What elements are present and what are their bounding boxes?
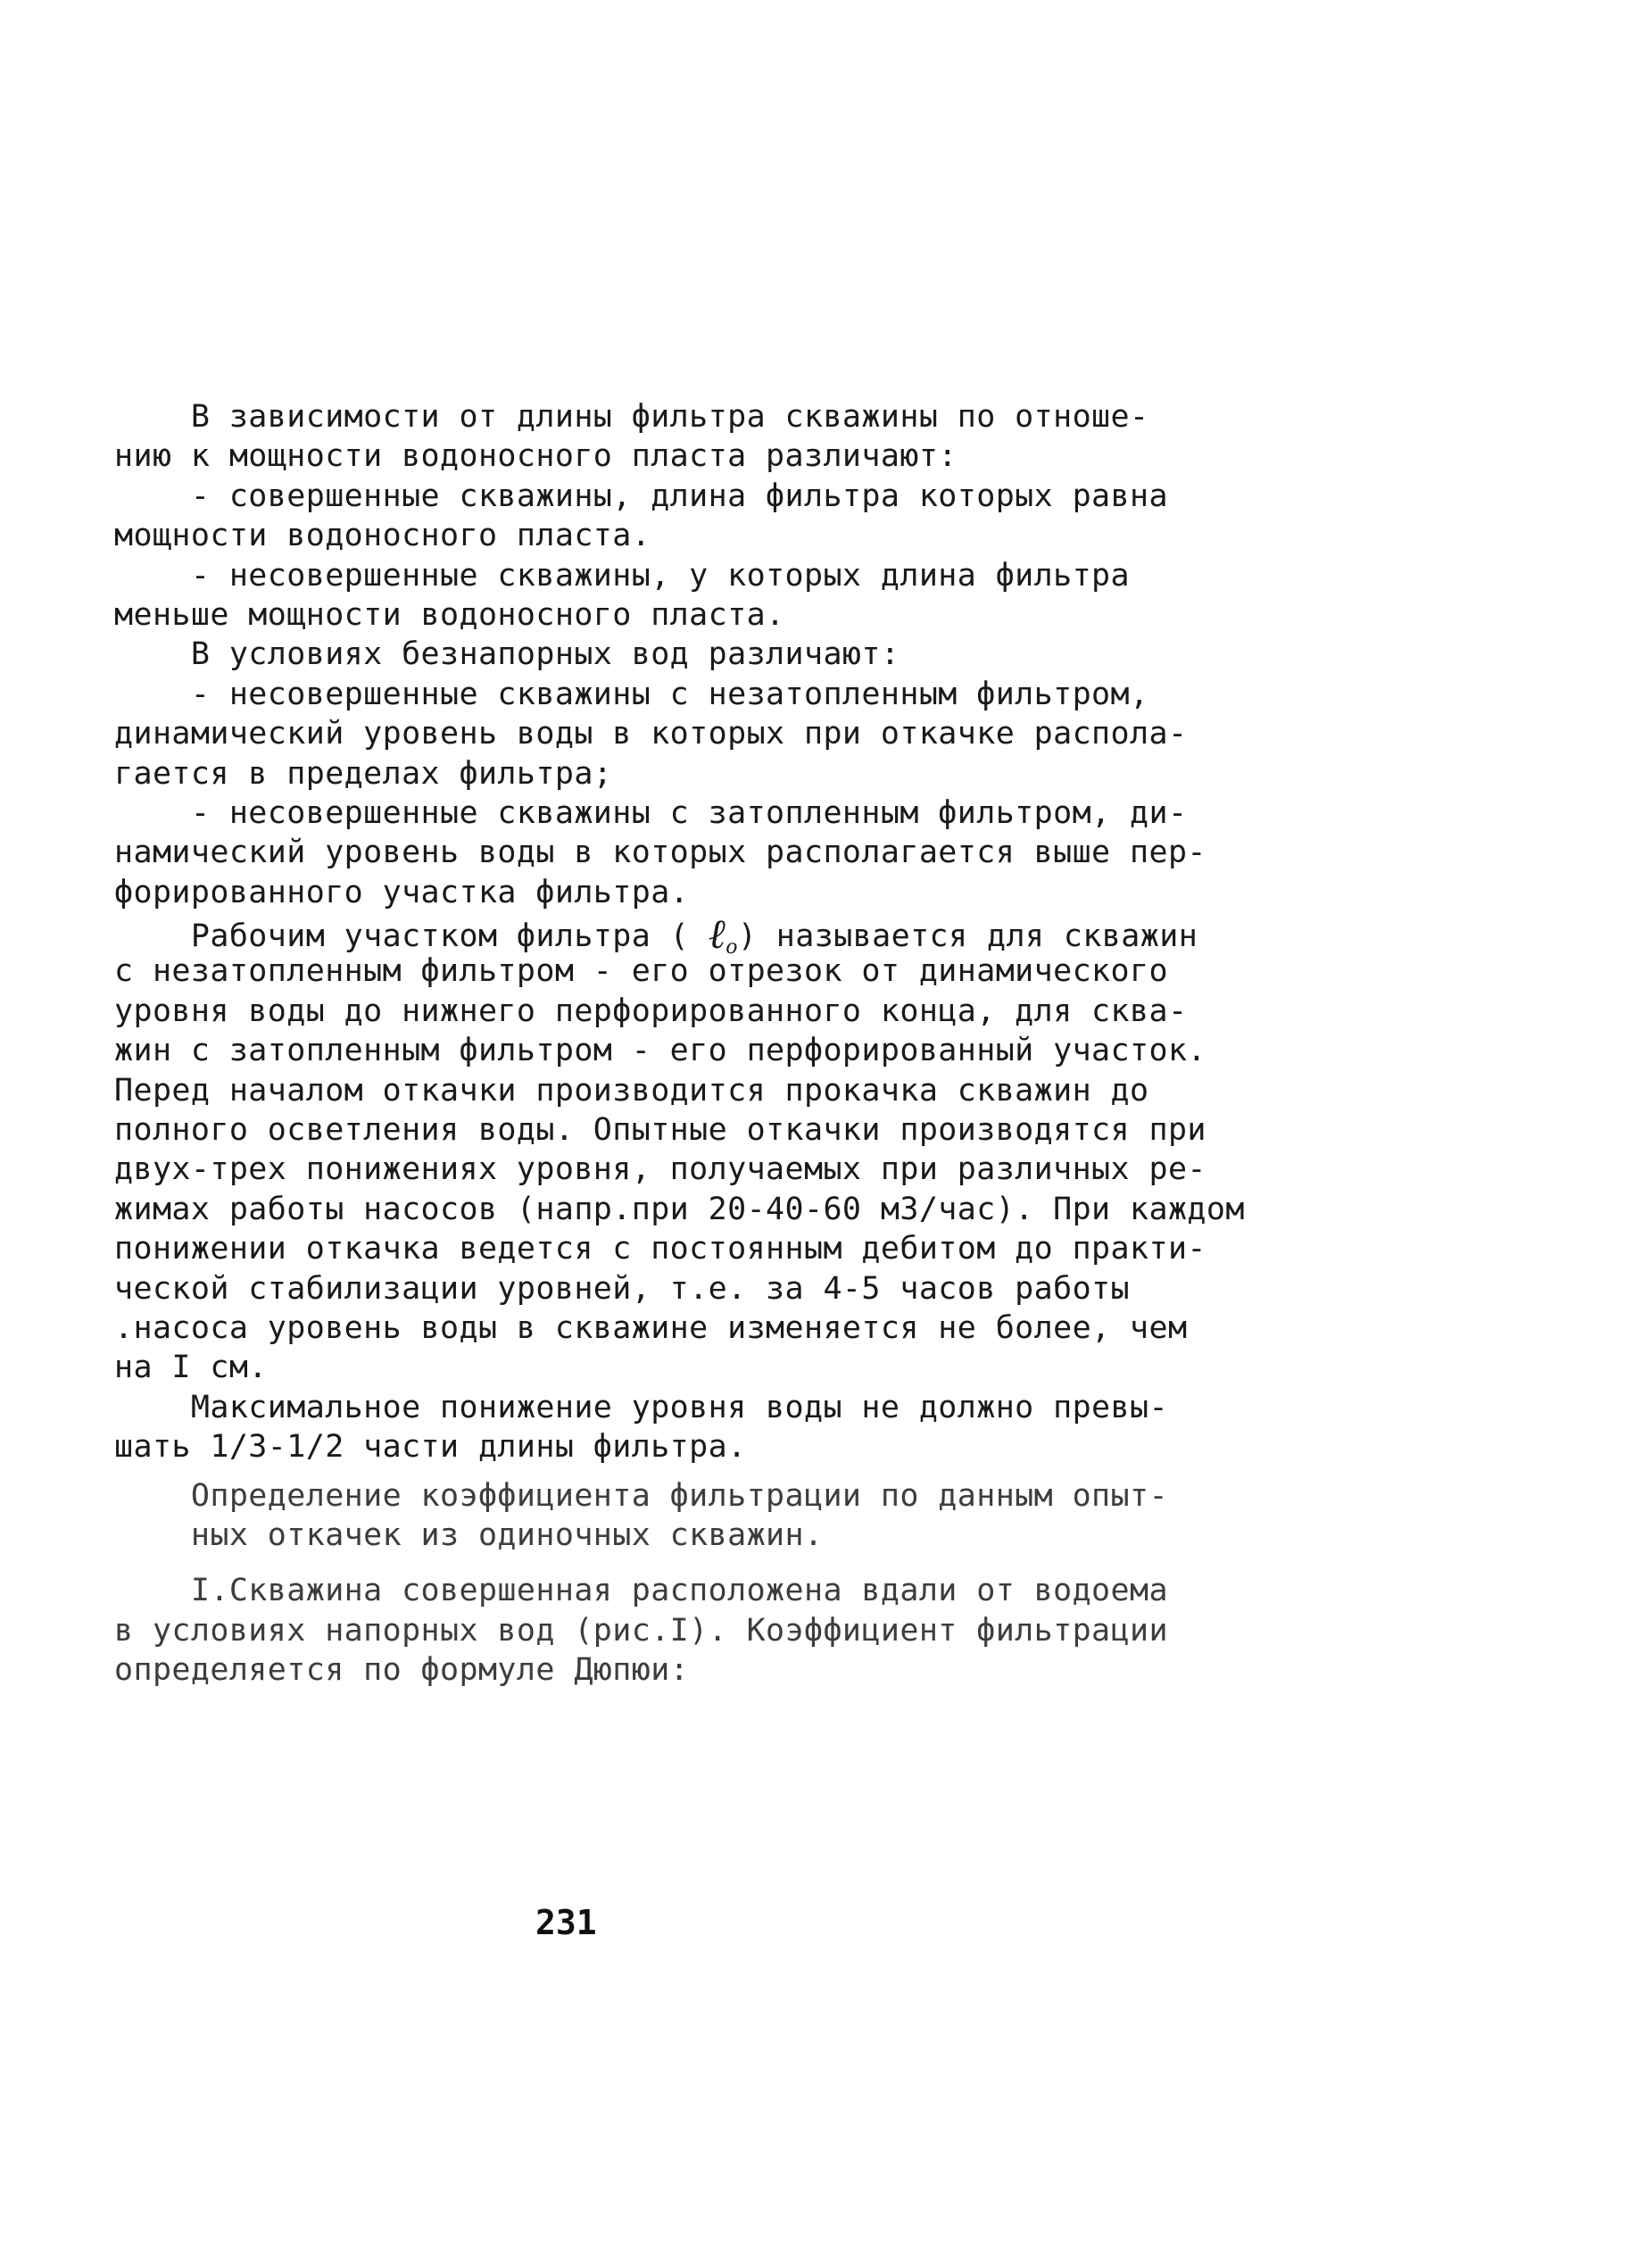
text-line: понижении откачка ведется с постоянным дебитом до практи- <box>114 1231 1206 1267</box>
working-length-symbol: ℓ <box>708 910 726 959</box>
text-line: Перед началом откачки производится прокачка скважин до <box>114 1072 1149 1109</box>
section-heading: ных откачек из одиночных скважин. <box>114 1516 824 1553</box>
text-line: мощности водоносного пласта. <box>114 518 651 554</box>
text-line: меньше мощности водоносного пласта. <box>114 596 785 633</box>
text-line: уровня воды до нижнего перфорированного конца, для сква- <box>114 993 1188 1029</box>
section-heading: Определение коэффициента фильтрации по данным опыт- <box>114 1477 1168 1514</box>
text-line: - совершенные скважины, длина фильтра которых равна <box>114 478 1168 514</box>
text-line: Максимальное понижение уровня воды не должно превы- <box>114 1389 1168 1425</box>
text-line: гается в пределах фильтра; <box>114 755 613 792</box>
body-text <box>114 397 1245 1691</box>
text-line: полного осветления воды. Опытные откачки производятся при <box>114 1112 1206 1149</box>
text-line: шать 1/3-1/2 части длины фильтра. <box>114 1429 747 1466</box>
text-line: .насоса уровень воды в скважине изменяется не более, чем <box>114 1309 1188 1346</box>
text-line: В зависимости от длины фильтра скважины по отноше- <box>114 399 1149 435</box>
text-line: - несовершенные скважины с незатопленным фильтром, <box>114 676 1149 712</box>
text-line: жимах работы насосов (напр.при 20-40-60 м3/час). При каждом <box>114 1191 1245 1227</box>
working-segment-text-before: Рабочим участком фильтра ( <box>114 918 709 955</box>
text-line: намический уровень воды в которых располагается выше пер- <box>114 835 1206 871</box>
text-line: форированного участка фильтра. <box>114 874 690 910</box>
text-line: жин с затопленным фильтром - его перфорированный участок. <box>114 1033 1206 1069</box>
text-line: нию к мощности водоносного пласта различают: <box>114 438 958 475</box>
page-number: 231 <box>535 1903 597 1942</box>
text-line: в условиях напорных вод (рис.I). Коэффициент фильтрации <box>114 1612 1168 1649</box>
text-line: двух-трех понижениях уровня, получаемых при различных ре- <box>114 1151 1206 1188</box>
text-line: с незатопленным фильтром - его отрезок от динамического <box>114 953 1168 990</box>
text-line: В условиях безнапорных вод различают: <box>114 636 900 673</box>
working-segment-line <box>114 910 1198 960</box>
text-line: - несовершенные скважины с затопленным фильтром, ди- <box>114 794 1188 831</box>
text-line: динамический уровень воды в которых при откачке распола- <box>114 716 1188 752</box>
working-length-subscript: о <box>725 936 738 960</box>
text-line: I.Скважина совершенная расположена вдали от водоема <box>114 1573 1168 1609</box>
text-line: на I см. <box>114 1350 268 1386</box>
text-line: - несовершенные скважины, у которых длина фильтра <box>114 557 1131 594</box>
text-line: определяется по формуле Дюпюи: <box>114 1652 690 1689</box>
text-line: ческой стабилизации уровней, т.е. за 4-5 часов работы <box>114 1270 1131 1307</box>
working-segment-text-after: ) называется для скважин <box>737 918 1198 955</box>
